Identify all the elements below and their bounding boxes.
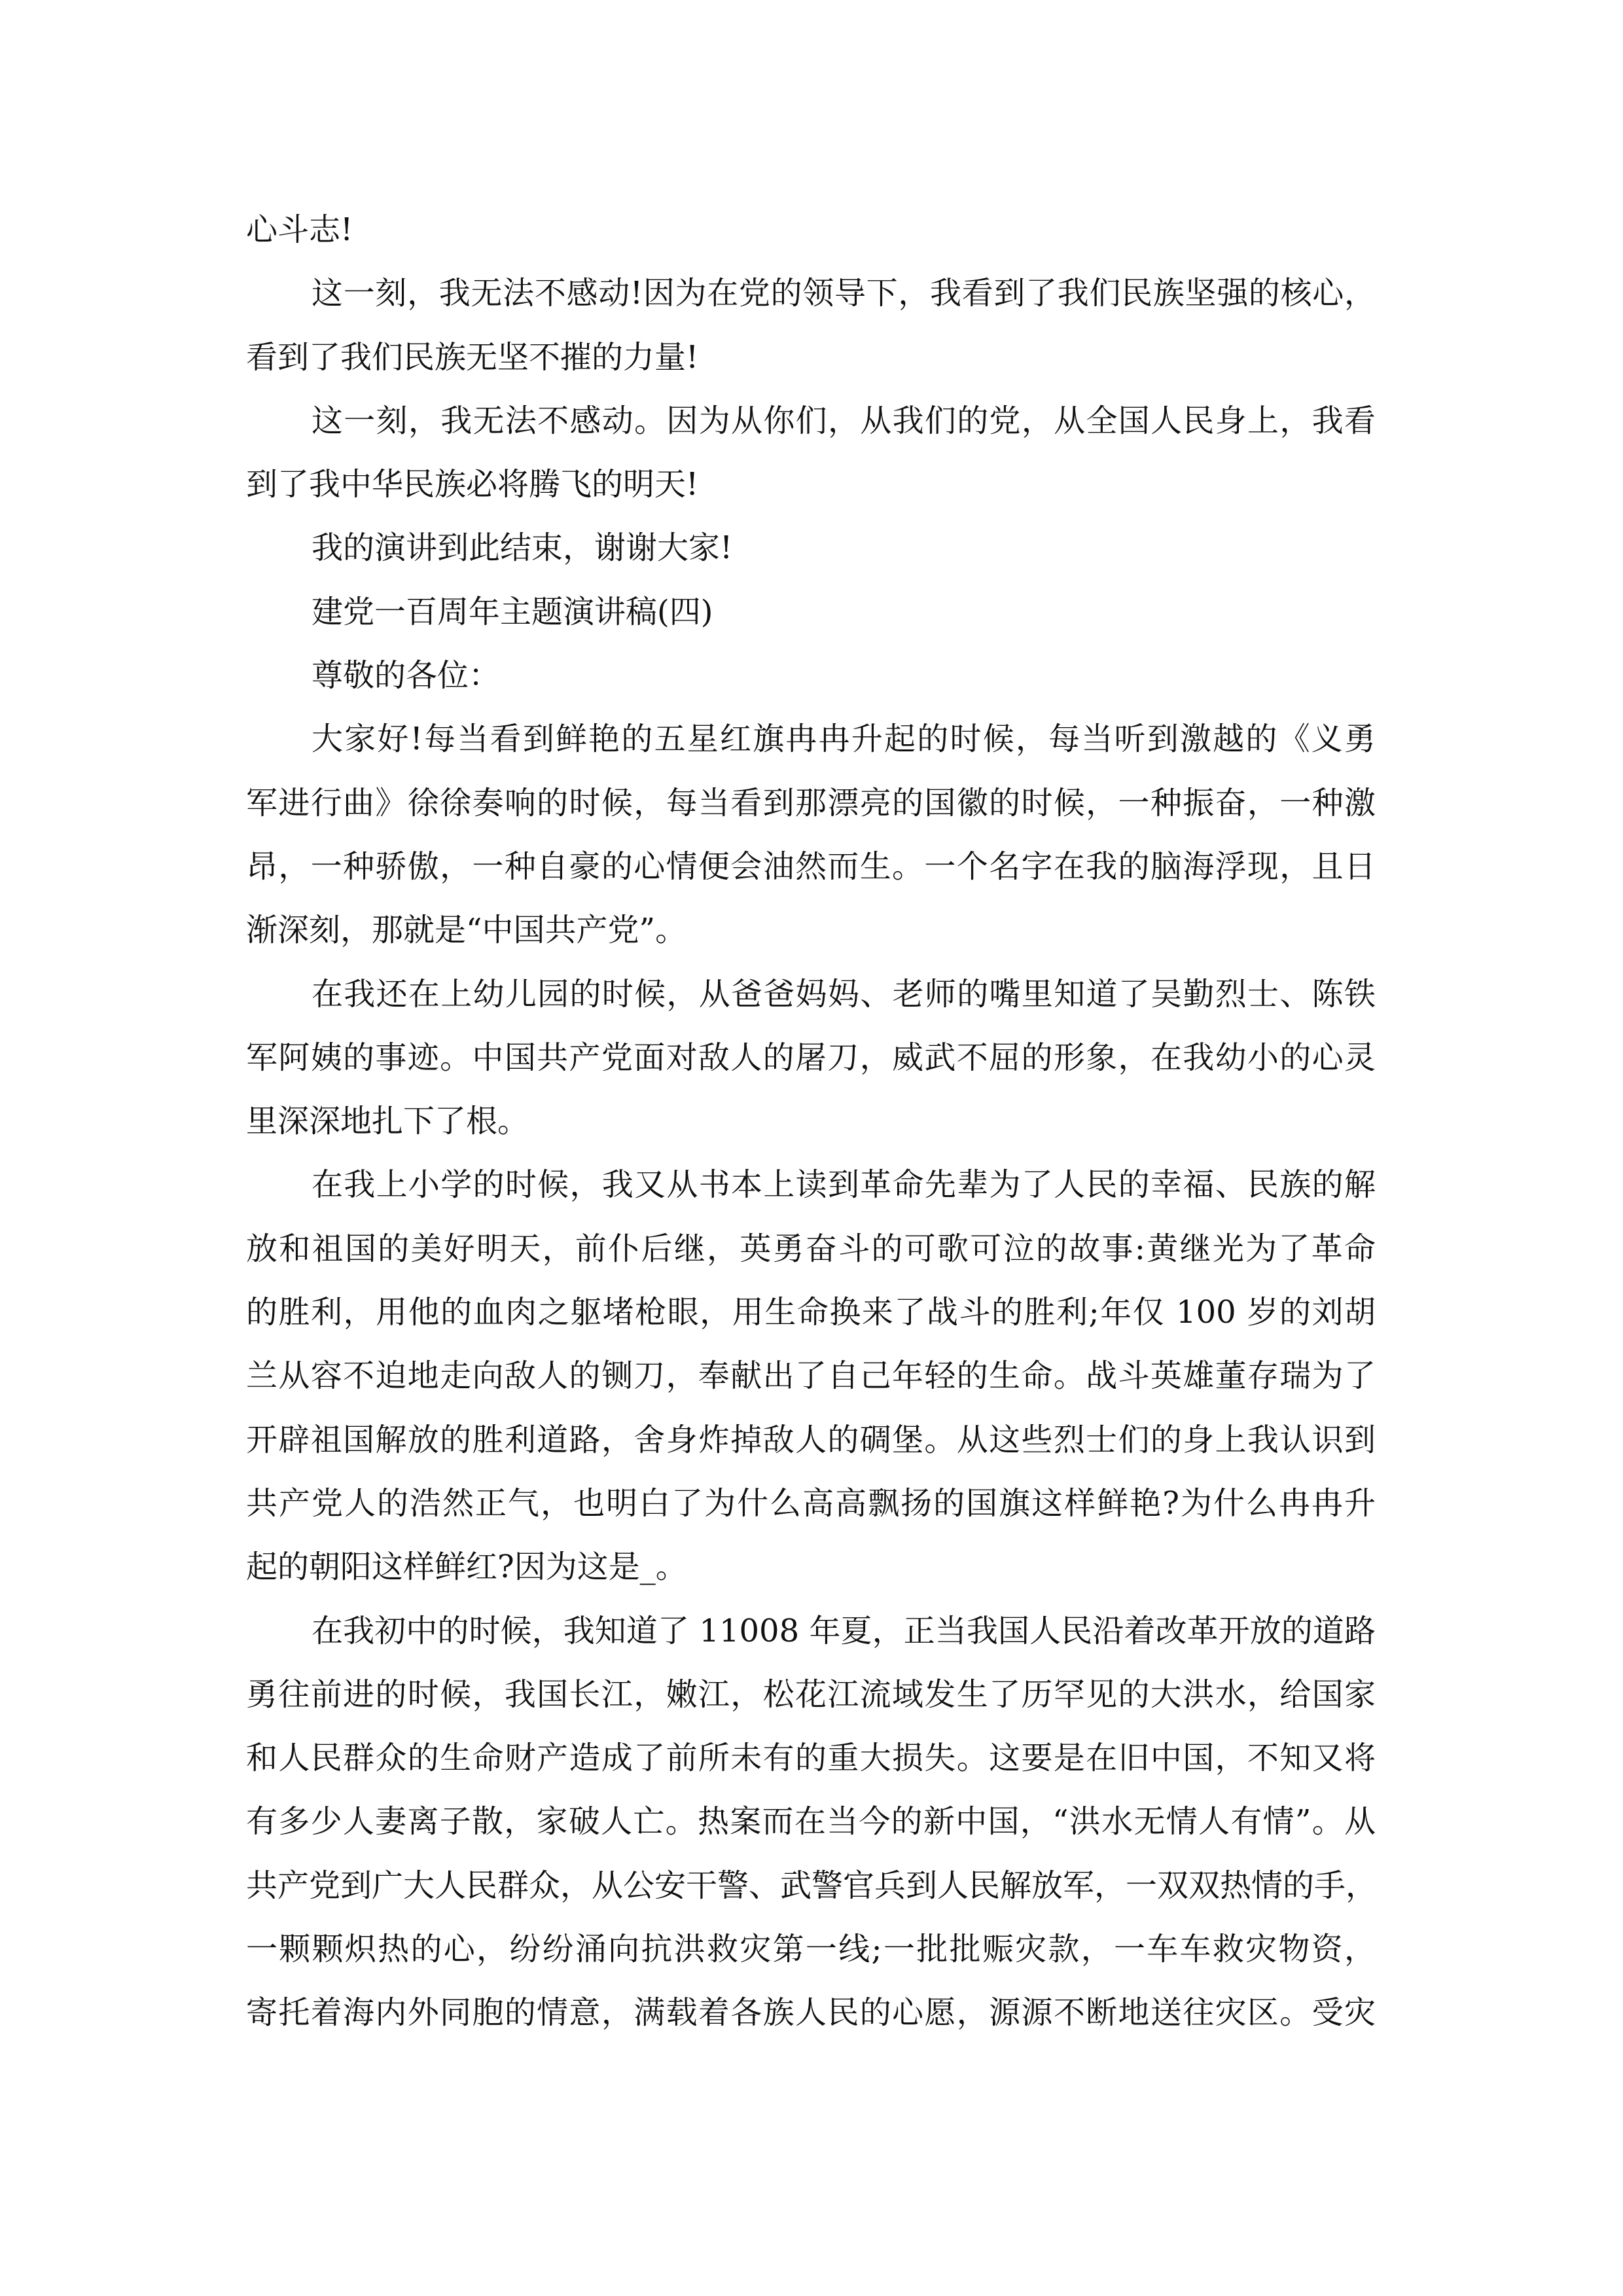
text-line: 这一刻，我无法不感动。因为从你们，从我们的党，从全国人民身上，我看 (312, 402, 1376, 439)
text-line: 的胜利，用他的血肉之躯堵枪眼，用生命换来了战斗的胜利;年仅 100 岁的刘胡 (246, 1294, 1376, 1331)
text-line: 共产党人的浩然正气，也明白了为什么高高飘扬的国旗这样鲜艳?为什么冉冉升 (246, 1484, 1376, 1522)
text-line: 在我还在上幼儿园的时候，从爸爸妈妈、老师的嘴里知道了吴勤烈士、陈铁 (312, 975, 1376, 1013)
text-line: 军阿姨的事迹。中国共产党面对敌人的屠刀，威武不屈的形象，在我幼小的心灵 (246, 1039, 1376, 1076)
text-line: 寄托着海内外同胞的情意，满载着各族人民的心愿，源源不断地送往灾区。受灾 (246, 1994, 1376, 2032)
text-line: 我的演讲到此结束，谢谢大家! (312, 529, 733, 567)
text-line: 有多少人妻离子散，家破人亡。热案而在当今的新中国，“洪水无情人有情”。从 (246, 1803, 1376, 1840)
text-line: 在我上小学的时候，我又从书本上读到革命先辈为了人民的幸福、民族的解 (312, 1166, 1376, 1204)
text-line: 渐深刻，那就是“中国共产党”。 (246, 912, 687, 949)
text-line: 开辟祖国解放的胜利道路，舍身炸掉敌人的碉堡。从这些烈士们的身上我认识到 (246, 1421, 1376, 1458)
text-line: 起的朝阳这样鲜红?因为这是_。 (246, 1549, 687, 1586)
text-line: 军进行曲》徐徐奏响的时候，每当看到那漂亮的国徽的时候，一种振奋，一种激 (246, 784, 1376, 821)
text-line: 看到了我们民族无坚不摧的力量! (246, 338, 699, 376)
text-line: 昂，一种骄傲，一种自豪的心情便会油然而生。一个名字在我的脑海浮现，且日 (246, 848, 1376, 885)
text-line: 兰从容不迫地走向敌人的铡刀，奉献出了自己年轻的生命。战斗英雄董存瑞为了 (246, 1357, 1376, 1395)
text-line: 里深深地扎下了根。 (246, 1103, 529, 1140)
text-line: 在我初中的时候，我知道了 11008 年夏，正当我国人民沿着改革开放的道路 (312, 1612, 1376, 1649)
text-line: 放和祖国的美好明天，前仆后继，英勇奋斗的可歌可泣的故事:黄继光为了革命 (246, 1230, 1376, 1267)
text-line: 共产党到广大人民群众，从公安干警、武警官兵到人民解放军，一双双热情的手， (246, 1867, 1378, 1904)
text-line: 这一刻，我无法不感动!因为在党的领导下，我看到了我们民族坚强的核心， (312, 275, 1376, 312)
text-line: 大家好!每当看到鲜艳的五星红旗冉冉升起的时候，每当听到激越的《义勇 (312, 721, 1376, 758)
text-line: 到了我中华民族必将腾飞的明天! (246, 466, 699, 503)
text-line: 和人民群众的生命财产造成了前所未有的重大损失。这要是在旧中国，不知又将 (246, 1740, 1376, 1777)
text-line: 一颗颗炽热的心，纷纷涌向抗洪救灾第一线;一批批赈灾款，一车车救灾物资， (246, 1931, 1376, 1968)
section-heading: 建党一百周年主题演讲稿(四) (312, 593, 713, 630)
salutation: 尊敬的各位： (312, 657, 501, 694)
document-page (246, 198, 1376, 2045)
text-line: 勇往前进的时候，我国长江，嫩江，松花江流域发生了历罕见的大洪水，给国家 (246, 1676, 1376, 1713)
text-line: 心斗志! (246, 211, 353, 248)
